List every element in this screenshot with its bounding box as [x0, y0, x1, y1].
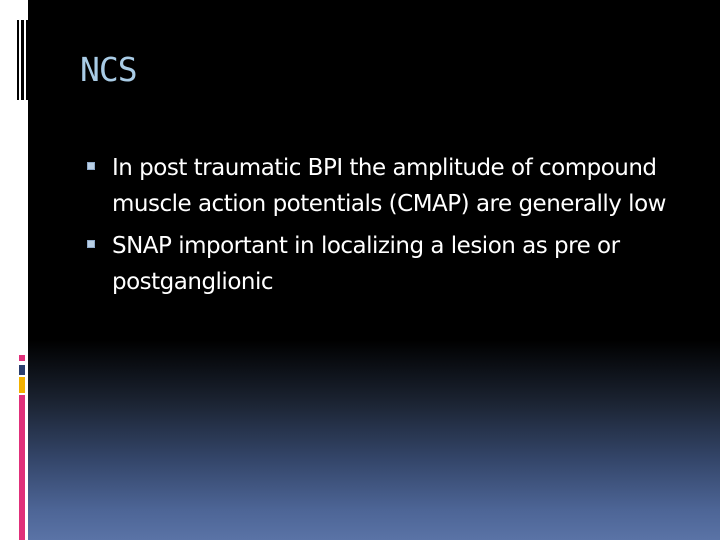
top-barcode-decoration — [17, 20, 28, 100]
bottom-color-marks — [17, 355, 28, 540]
square-bullet-icon — [87, 240, 95, 248]
barcode-bar — [26, 20, 28, 100]
bullet-item — [87, 228, 677, 300]
barcode-bar — [17, 20, 19, 100]
bullet-text: In post traumatic BPI the amplitude of compound muscle action potentials (CMAP) are generally low — [112, 155, 666, 217]
bullet-list — [87, 150, 677, 306]
navy-mark — [19, 365, 25, 375]
square-bullet-icon — [87, 162, 95, 170]
barcode-bar — [21, 20, 24, 100]
pink-mark — [19, 355, 25, 361]
bullet-text: SNAP important in localizing a lesion as pre or postganglionic — [112, 233, 620, 295]
yellow-mark — [19, 377, 25, 393]
bullet-item — [87, 150, 677, 222]
pink-bar — [19, 395, 25, 540]
slide-title: NCS — [80, 50, 137, 89]
